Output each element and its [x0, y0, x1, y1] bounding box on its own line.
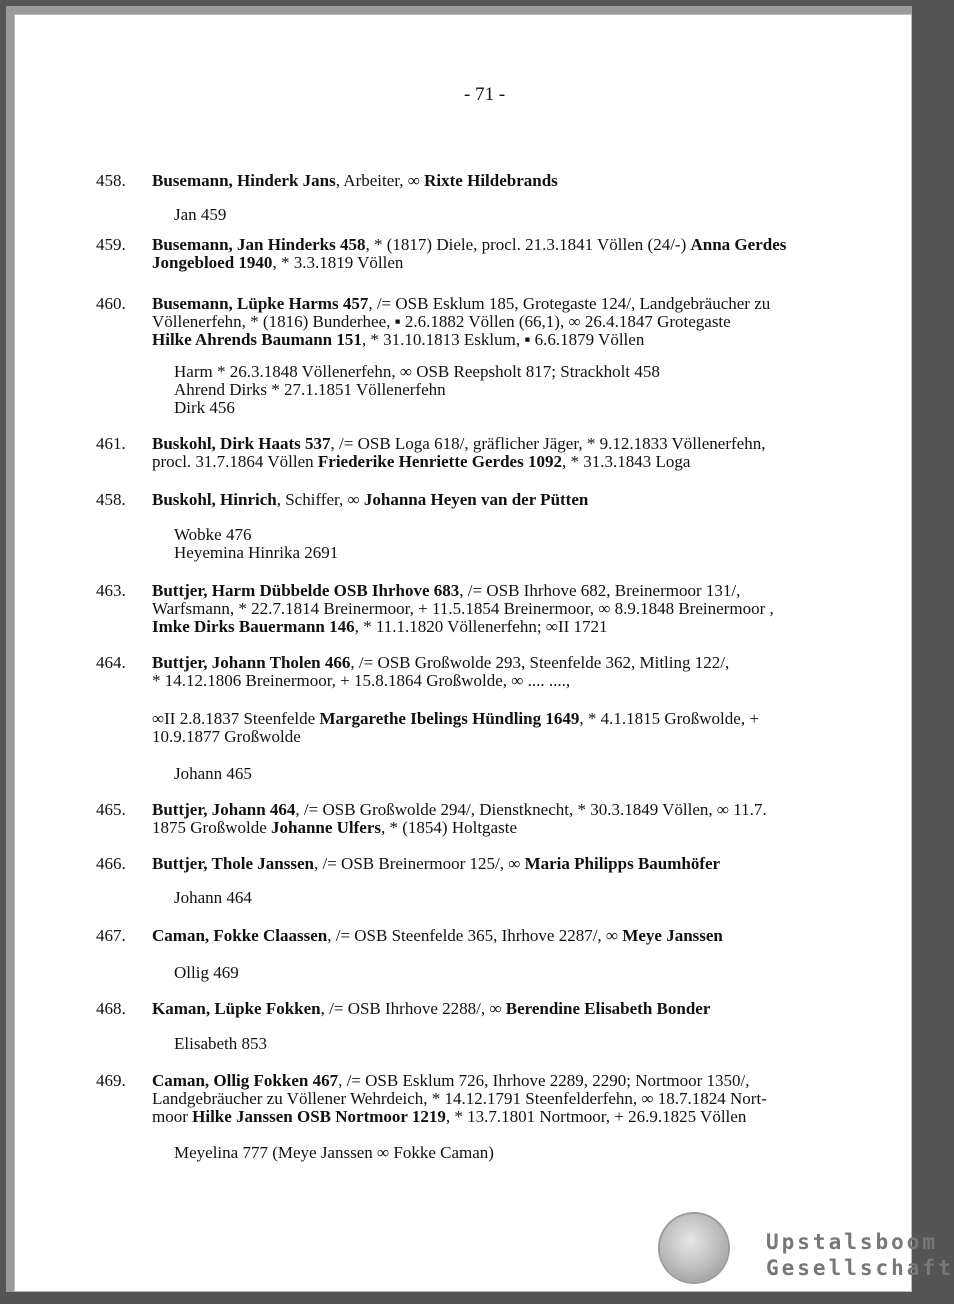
entry-text-line: Völlenerfehn, * (1816) Bunderhee, ▪ 2.6.1882 Völlen (66,1), ∞ 26.4.1847 Grotegaste — [152, 312, 731, 331]
child-entry: Meyelina 777 (Meye Janssen ∞ Fokke Caman) — [174, 1143, 494, 1162]
entry-number: 460. — [96, 294, 126, 313]
entry-text-line: Busemann, Lüpke Harms 457, /= OSB Esklum 185, Grotegaste 124/, Landgebräucher zu — [152, 294, 771, 313]
entry-number: 463. — [96, 581, 126, 600]
entry-text-line: moor Hilke Janssen OSB Nortmoor 1219, * 13.7.1801 Nortmoor, + 26.9.1825 Völlen — [152, 1107, 747, 1126]
entry-text-line: ∞II 2.8.1837 Steenfelde Margarethe Ibelings Hündling 1649, * 4.1.1815 Großwolde, + — [152, 709, 759, 728]
entry-text-line: Buttjer, Thole Janssen, /= OSB Breinermoor 125/, ∞ Maria Philipps Baumhöfer — [152, 854, 721, 873]
entry-text-line: Buskohl, Hinrich, Schiffer, ∞ Johanna Heyen van der Pütten — [152, 490, 589, 509]
entry-number: 461. — [96, 434, 126, 453]
entry-text-line: Buskohl, Dirk Haats 537, /= OSB Loga 618/, gräflicher Jäger, * 9.12.1833 Völlenerfehn, — [152, 434, 766, 453]
entry-number: 466. — [96, 854, 126, 873]
entry-text-line: Buttjer, Johann Tholen 466, /= OSB Großwolde 293, Steenfelde 362, Mitling 122/, — [152, 653, 730, 672]
entry-text-line: Busemann, Jan Hinderks 458, * (1817) Diele, procl. 21.3.1841 Völlen (24/-) Anna Gerdes — [152, 235, 787, 254]
entry-number: 459. — [96, 235, 126, 254]
entry-number: 458. — [96, 490, 126, 509]
entry-text-line: * 14.12.1806 Breinermoor, + 15.8.1864 Großwolde, ∞ .... ...., — [152, 671, 571, 690]
entry-number: 468. — [96, 999, 126, 1018]
child-entry: Ahrend Dirks * 27.1.1851 Völlenerfehn — [174, 380, 446, 399]
entry-number: 467. — [96, 926, 126, 945]
logo-text-line1: Upstalsboom — [766, 1230, 939, 1254]
entry-text-line: Caman, Fokke Claassen, /= OSB Steenfelde 365, Ihrhove 2287/, ∞ Meye Janssen — [152, 926, 723, 945]
document-page — [14, 14, 954, 1292]
entry-number: 469. — [96, 1071, 126, 1090]
entry-number: 464. — [96, 653, 126, 672]
entry-number: 458. — [96, 171, 126, 190]
child-entry: Harm * 26.3.1848 Völlenerfehn, ∞ OSB Reepsholt 817; Strackholt 458 — [174, 362, 660, 381]
entry-text-line: Warfsmann, * 22.7.1814 Breinermoor, + 11.5.1854 Breinermoor, ∞ 8.9.1848 Breinermoor , — [152, 599, 774, 618]
entry-text-line: Kaman, Lüpke Fokken, /= OSB Ihrhove 2288/, ∞ Berendine Elisabeth Bonder — [152, 999, 711, 1018]
entry-text-line: Caman, Ollig Fokken 467, /= OSB Esklum 726, Ihrhove 2289, 2290; Nortmoor 1350/, — [152, 1071, 750, 1090]
entry-text-line: Busemann, Hinderk Jans, Arbeiter, ∞ Rixte Hildebrands — [152, 171, 558, 190]
entry-text-line: 10.9.1877 Großwolde — [152, 727, 301, 746]
entry-text-line: 1875 Großwolde Johanne Ulfers, * (1854) Holtgaste — [152, 818, 517, 837]
entry-text-line: Buttjer, Johann 464, /= OSB Großwolde 294/, Dienstknecht, * 30.3.1849 Völlen, ∞ 11.7. — [152, 800, 767, 819]
child-entry: Johann 464 — [174, 888, 252, 907]
child-entry: Ollig 469 — [174, 963, 239, 982]
entry-text-line: procl. 31.7.1864 Völlen Friederike Henriette Gerdes 1092, * 31.3.1843 Loga — [152, 452, 691, 471]
entry-text-line: Hilke Ahrends Baumann 151, * 31.10.1813 Esklum, ▪ 6.6.1879 Völlen — [152, 330, 645, 349]
entry-text-line: Jongebloed 1940, * 3.3.1819 Völlen — [152, 253, 404, 272]
entry-text-line: Imke Dirks Bauermann 146, * 11.1.1820 Völlenerfehn; ∞II 1721 — [152, 617, 608, 636]
child-entry: Johann 465 — [174, 764, 252, 783]
child-entry: Elisabeth 853 — [174, 1034, 268, 1053]
logo-text-line2: Gesellschaft — [766, 1256, 954, 1280]
entry-text-line: Landgebräucher zu Völlener Wehrdeich, * 14.12.1791 Steenfelderfehn, ∞ 18.7.1824 Nort- — [152, 1089, 767, 1108]
child-entry: Dirk 456 — [174, 398, 235, 417]
entry-number: 465. — [96, 800, 126, 819]
page-number: - 71 - — [464, 84, 506, 105]
child-entry: Heyemina Hinrika 2691 — [174, 543, 339, 562]
child-entry: Wobke 476 — [174, 525, 252, 544]
seal-logo-icon — [660, 1214, 728, 1282]
entry-text-line: Buttjer, Harm Dübbelde OSB Ihrhove 683, /= OSB Ihrhove 682, Breinermoor 131/, — [152, 581, 741, 600]
child-entry: Jan 459 — [174, 205, 227, 224]
